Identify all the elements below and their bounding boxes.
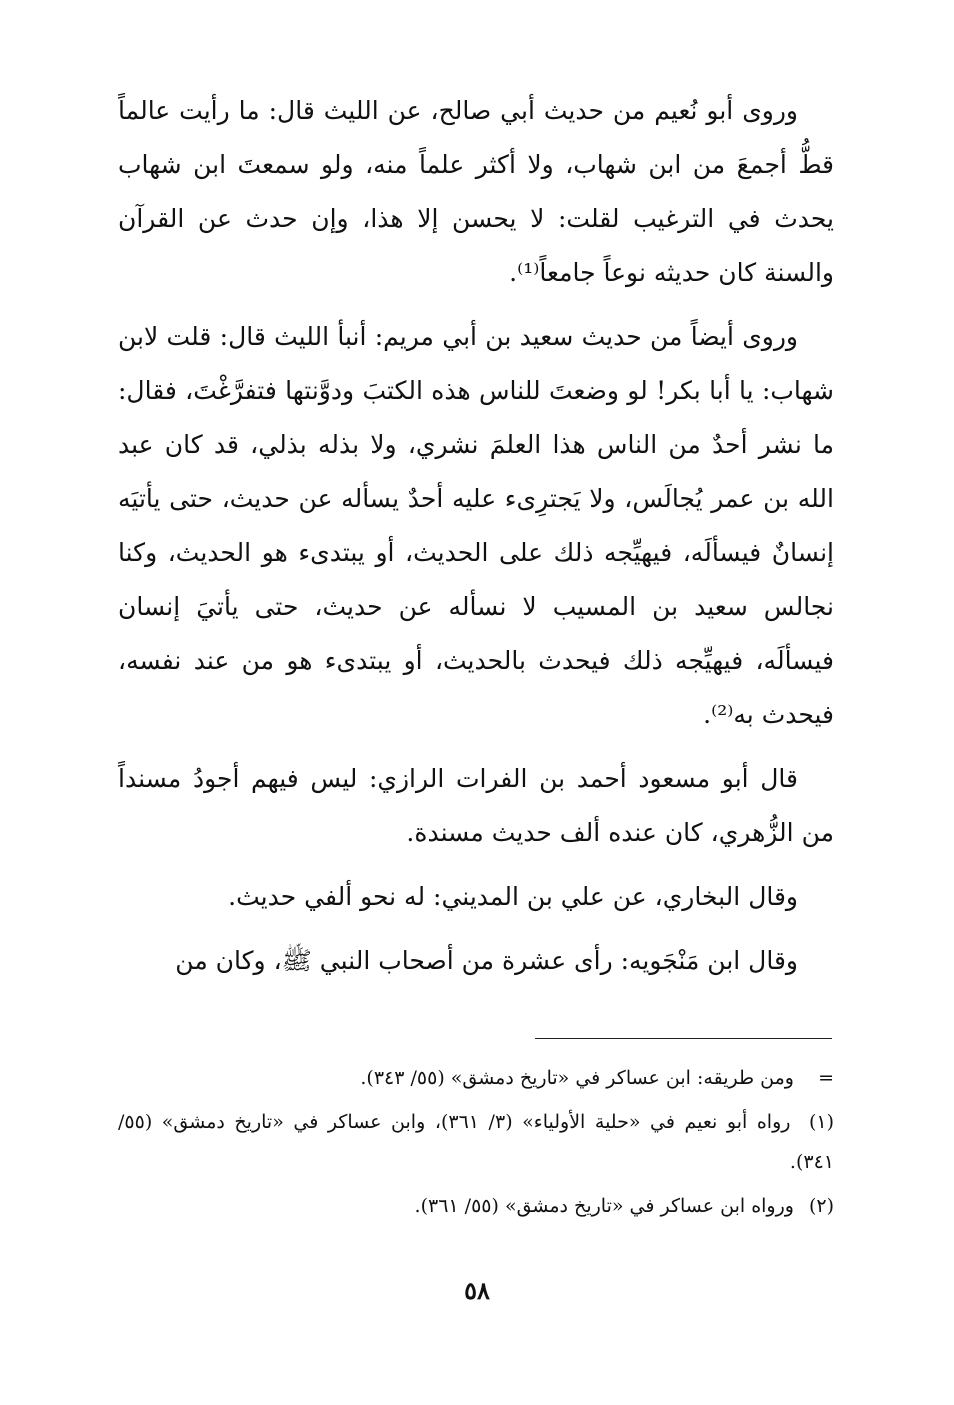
footnote-1 [118, 1102, 834, 1182]
footnote-marker: = [818, 1067, 834, 1089]
footnote-separator [535, 1038, 832, 1039]
paragraph-bukhari: وقال البخاري، عن علي بن المديني: له نحو ألفي حديث. [228, 882, 798, 911]
footnote-continuation [118, 1058, 834, 1098]
footnote-text: ومن طريقه: ابن عساكر في «تاريخ دمشق» (٥٥/ ٣٤٣). [360, 1067, 794, 1089]
footnote-text: ورواه ابن عساكر في «تاريخ دمشق» (٥٥/ ٣٦١). [414, 1195, 794, 1217]
main-text [118, 84, 834, 998]
footnotes [118, 1058, 834, 1230]
paragraph-ibn-manjawayh: وقال ابن مَنْجَويه: رأى عشرة من أصحاب النبي ﷺ، وكان من [175, 946, 798, 975]
footnote-text: رواه أبو نعيم في «حلية الأولياء» (٣/ ٣٦١)، وابن عساكر في «تاريخ دمشق» (٥٥/ ٣٤١). [118, 1111, 834, 1173]
footnote-marker: (٢) [808, 1195, 834, 1217]
page-number: ٥٨ [464, 1276, 490, 1305]
footnote-marker: (١) [808, 1111, 834, 1133]
paragraph-said-ibn-abi-maryam: وروى أيضاً من حديث سعيد بن أبي مريم: أنبأ الليث قال: قلت لابن شهاب: يا أبا بكر! لو وضعتَ للناس هذه الكتبَ ودوَّنتها فتفرَّغْتَ، فقال: ما نشر أحدٌ من الناس هذا العلمَ نشري، ولا بذله بذلي، قد كان عبد الله بن عمر يُجالَس، ولا يَجترِىء عليه أحدٌ يسأله عن حديث، حتى يأتيَه إنسانٌ فيسألَه، فيهيِّجه ذلك على الحديث، أو يبتدىء هو الحديث، وكنا نجالس سعيد بن المسيب لا نسأله عن حديث، حتى يأتيَ إنسان فيسألَه، فيهيِّجه ذلك فيحدث بالحديث، أو يبتدىء هو من عند نفسه، فيحدث به⁽²⁾. [118, 322, 834, 729]
paragraph-abu-nuaim-layth: وروى أبو نُعيم من حديث أبي صالح، عن الليث قال: ما رأيت عالماً قطُّ أجمعَ من ابن شهاب، ولا أكثر علماً منه، ولو سمعتَ ابن شهاب يحدث في الترغيب لقلت: لا يحسن إلا هذا، وإن حدث عن القرآن والسنة كان حديثه نوعاً جامعاً⁽¹⁾. [118, 96, 834, 287]
footnote-2 [118, 1186, 834, 1226]
paragraph-abu-masud: قال أبو مسعود أحمد بن الفرات الرازي: ليس فيهم أجودُ مسنداً من الزُّهري، كان عنده ألف حديث مسندة. [118, 764, 834, 847]
